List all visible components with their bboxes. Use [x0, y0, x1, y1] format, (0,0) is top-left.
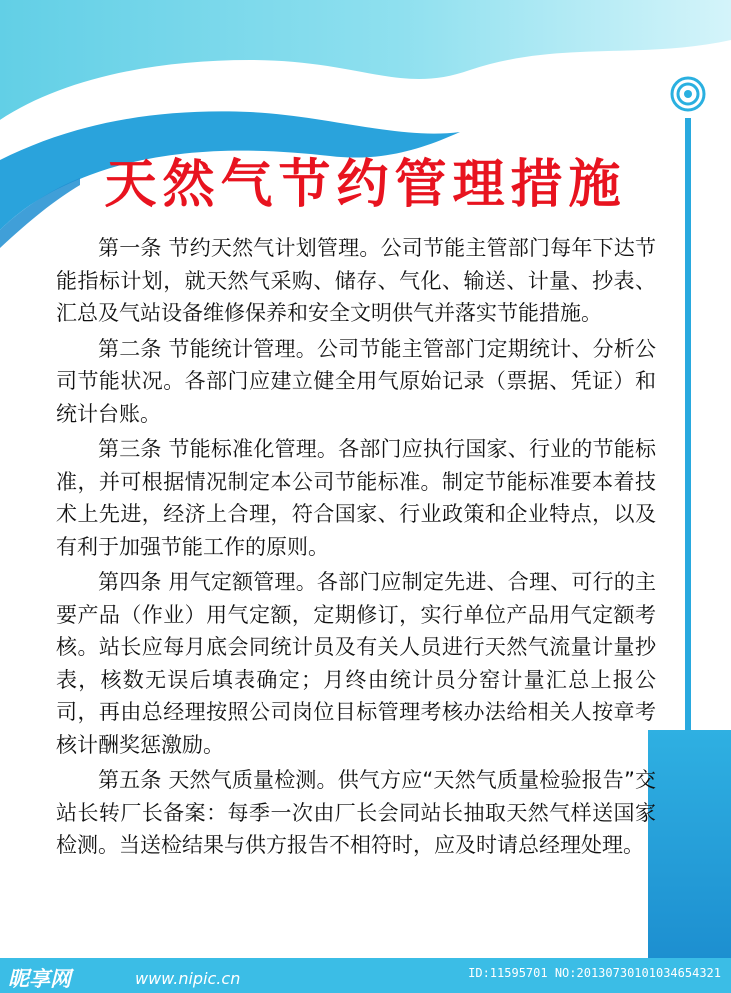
document-body [56, 232, 656, 865]
paragraph-3: 第三条 节能标准化管理。各部门应执行国家、行业的节能标准，并可根据情况制定本公司节能标准。制定节能标准要本着技术上先进，经济上合理，符合国家、行业政策和企业特点，以及有利于加强节能工作的原则。 [56, 437, 656, 559]
paragraph-2: 第二条 节能统计管理。公司节能主管部门定期统计、分析公司节能状况。各部门应建立健全用气原始记录（票据、凭证）和统计台账。 [56, 336, 656, 426]
page-title: 天然气节约管理措施 [104, 155, 627, 215]
watermark-logo: 昵享网 [8, 967, 71, 991]
paragraph-5: 第五条 天然气质量检测。供气方应“天然气质量检验报告”交站长转厂长备案：每季一次由厂长会同站长抽取天然气样送国家检测。当送检结果与供方报告不相符时，应及时请总经理处理。 [56, 768, 656, 857]
paragraph-1: 第一条 节约天然气计划管理。公司节能主管部门每年下达节能指标计划，就天然气采购、储存、气化、输送、计量、抄表、汇总及气站设备维修保养和安全文明供气并落实节能措施。 [56, 236, 656, 325]
watermark-site: www.nipic.cn [135, 969, 241, 988]
watermark-id: ID:11595701 NO:20130730101034654321 [468, 966, 721, 980]
paragraph-4: 第四条 用气定额管理。各部门应制定先进、合理、可行的主要产品（作业）用气定额，定期修订，实行单位产品用气定额考核。站长应每月底会同统计员及有关人员进行天然气流量计量抄表，核数无误后填表确定；月终由统计员分窑计量汇总上报公司，再由总经理按照公司岗位目标管理考核办法给相关人按章考核计酬奖惩激励。 [56, 570, 656, 757]
